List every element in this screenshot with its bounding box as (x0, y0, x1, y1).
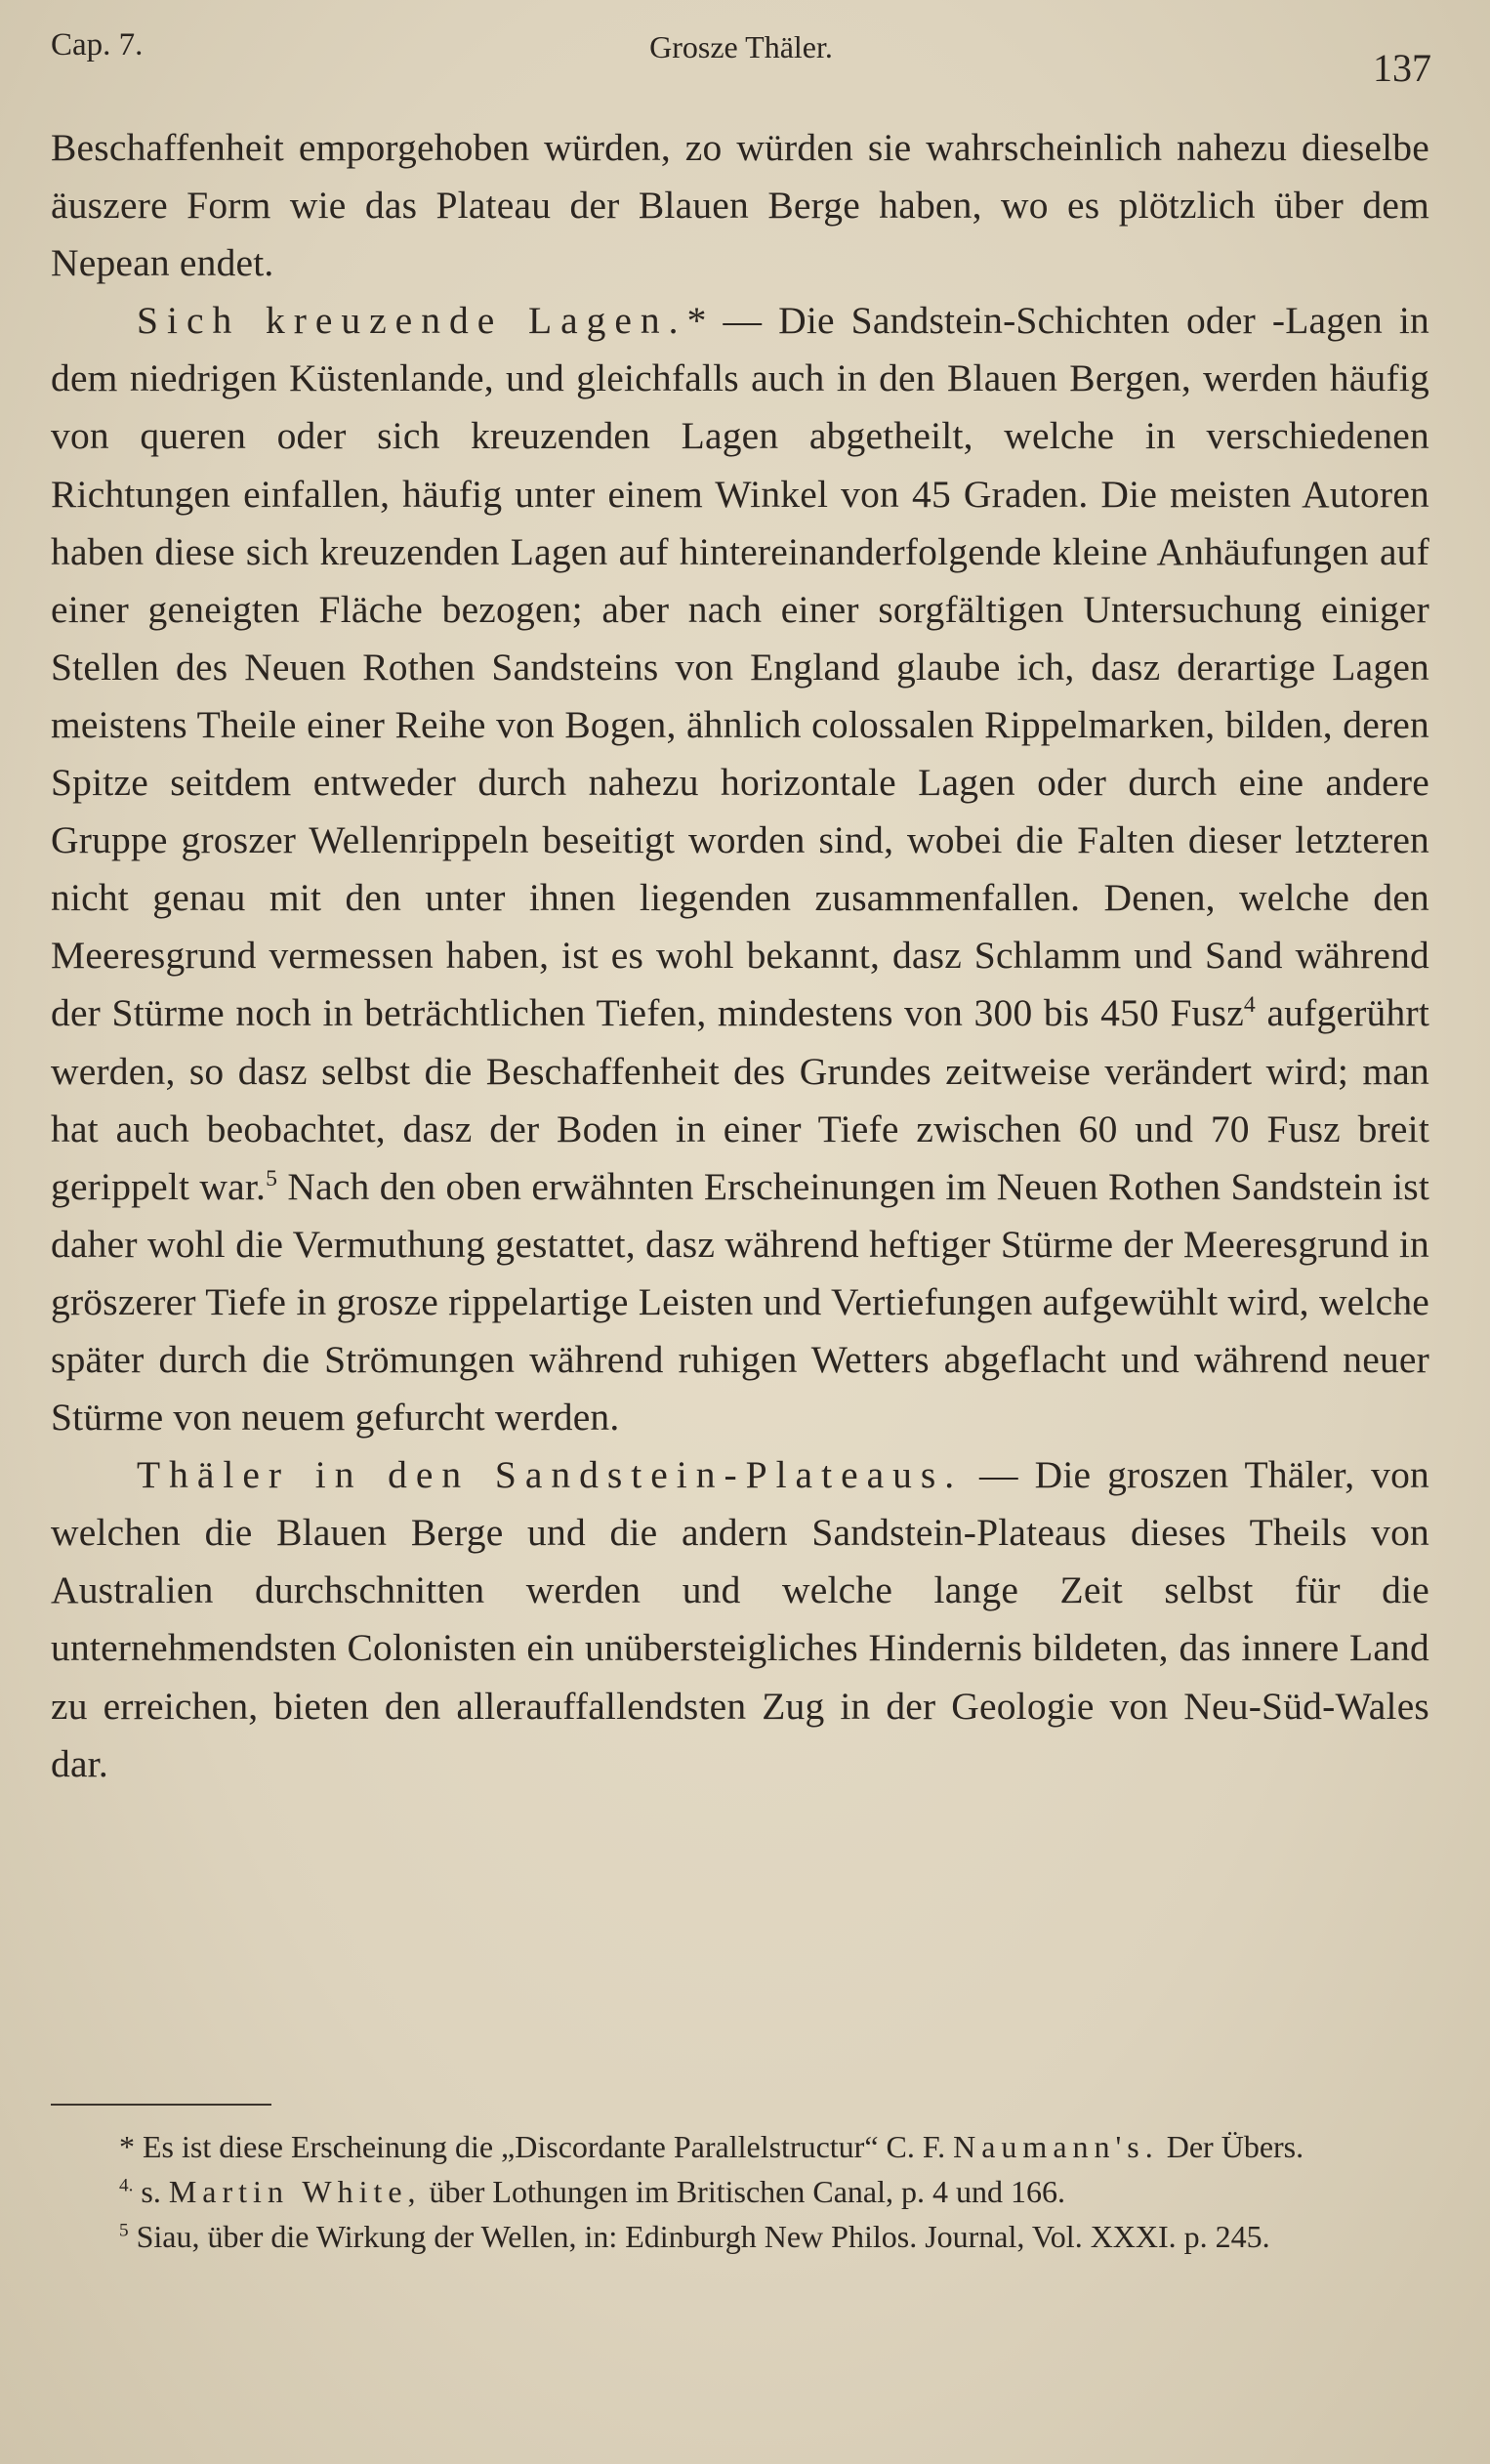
paragraph-cross-bedding (51, 292, 1429, 1446)
footnote-text: Siau, über die Wirkung der Wellen, in: Edinburgh New Philos. Journal, Vol. XXXI. p. 245. (128, 2219, 1270, 2254)
paragraph-text: Nach den oben erwähnten Erscheinungen im Neuen Rothen Sandstein ist daher wohl die Vermuthung gestattet, dasz während heftiger Stürme der Meeresgrund in gröszerer Tiefe in grosze rippelartige Leisten und Vertiefungen aufgewühlt wird, welche später durch die Strömungen während ruhigen Wetters abgeflacht und während neuer Stürme von neuem gefurcht werden. (51, 1164, 1429, 1440)
footnote-text: Der Übers. (1158, 2129, 1304, 2164)
footnote-star (51, 2124, 1429, 2169)
paragraph-text: — Die groszen Thäler, von welchen die Blauen Berge und die andern Sandstein-Plateaus dieses Theils von Australien durchschnitten werden und welche lange Zeit selbst für die unternehmendsten Colonisten ein unübersteigliches Hindernis bildeten, das innere Land zu erreichen, bieten den allerauffallendsten Zug in der Geologie von Neu-Süd-Wales dar. (51, 1453, 1430, 1785)
footnote-mark: * (119, 2129, 135, 2164)
footnote-text: über Lothungen im Britischen Canal, p. 4 und 166. (421, 2174, 1065, 2209)
paragraph-text: aufgerührt werden, so dasz selbst die Beschaffenheit des Grundes zeitweise verändert wird; man hat auch beobachtet, dasz der Boden in einer Tiefe zwischen 60 und 70 Fusz breit gerippelt war. (51, 991, 1429, 1208)
footnote-reference-5: 5 (266, 1165, 278, 1191)
paragraph-valleys (51, 1446, 1429, 1793)
body-text (51, 119, 1429, 1793)
section-heading-valleys: Thäler in den Sandstein-Plateaus. (137, 1453, 964, 1497)
footnote-author: Martin White, (168, 2174, 422, 2209)
footnote-reference-star: * (686, 299, 707, 343)
footnotes (51, 2124, 1429, 2259)
footnote-5 (51, 2214, 1429, 2259)
section-heading-cross-bedding: Sich kreuzende Lagen. (137, 299, 687, 343)
footnote-mark: 5 (119, 2220, 129, 2241)
footnote-author: Naumann's. (953, 2129, 1159, 2164)
chapter-label: Cap. 7. (51, 27, 144, 63)
paragraph-text: — Die Sandstein-Schichten oder -Lagen in dem niedrigen Küstenlande, und gleichfalls auch in den Blauen Bergen, werden häufig von queren oder sich kreuzenden Lagen abgetheilt, welche in verschiedenen Richtungen einfallen, häufig unter einem Winkel von 45 Graden. Die meisten Autoren haben diese sich kreuzenden Lagen auf hintereinanderfolgende kleine Anhäufungen auf einer geneigten Fläche bezogen; aber nach einer sorgfältigen Untersuchung einiger Stellen des Neuen Rothen Sandsteins von England glaube ich, dasz derartige Lagen meistens Theile einer Reihe von Bogen, ähnlich colossalen Rippelmarken, bilden, deren Spitze seitdem entweder durch nahezu horizontale Lagen oder durch eine andere Gruppe groszer Wellenrippeln beseitigt worden sind, wobei die Falten dieser letzteren nicht genau mit den unter ihnen liegenden zusammenfallen. Denen, welche den Meeresgrund vermessen haben, ist es wohl bekannt, dasz Schlamm und Sand während der Stürme noch in beträchtlichen Tiefen, mindestens von 300 bis 450 Fusz (51, 299, 1429, 1035)
page-number: 137 (1373, 46, 1431, 90)
paragraph-text: Beschaffenheit emporgehoben würden, zo würden sie wahrscheinlich nahezu dieselbe äuszere Form wie das Plateau der Blauen Berge haben, wo es plötzlich über dem Nepean endet. (51, 126, 1429, 285)
footnote-text: s. (133, 2174, 169, 2209)
footnote-4 (51, 2169, 1429, 2214)
footnote-reference-4: 4 (1243, 992, 1256, 1019)
footnote-mark: 4. (119, 2175, 134, 2196)
page-header (51, 21, 1431, 90)
paragraph-continuation (51, 119, 1429, 292)
footnote-text: Es ist diese Erscheinung die „Discordante Parallelstructur“ C. F. (135, 2129, 954, 2164)
running-title: Grosze Thäler. (649, 29, 833, 64)
footnote-divider (51, 2104, 271, 2106)
